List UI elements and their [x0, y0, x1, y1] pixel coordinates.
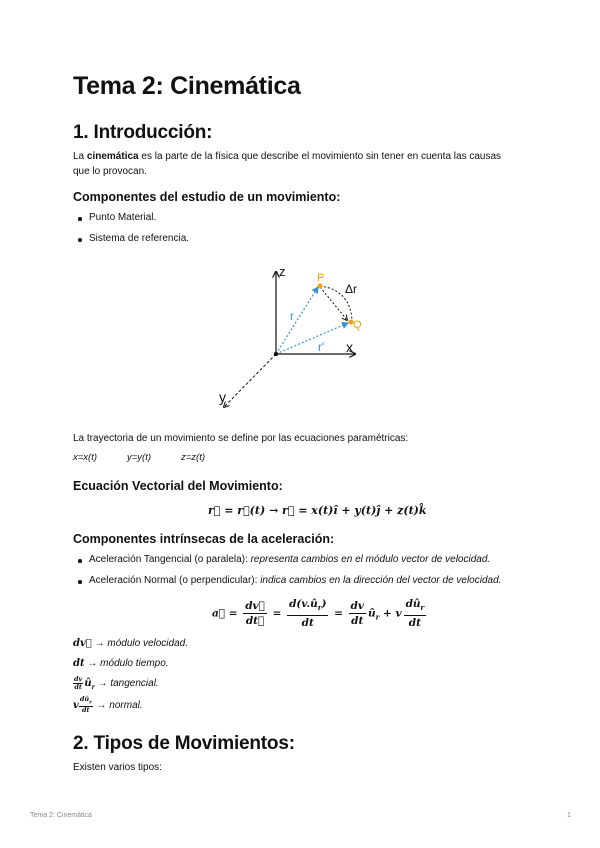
intrinsic-item-1: [89, 554, 490, 565]
deriv-line-4: [73, 696, 143, 714]
deriv-4-text: → normal.: [93, 699, 143, 711]
accel-frac-2-den: dt: [301, 617, 314, 630]
accel-frac-2-num-end: ): [321, 598, 327, 610]
label-q: Q: [353, 319, 362, 331]
accel-frac-3-num: dv: [350, 600, 364, 613]
accel-frac-3: [349, 600, 366, 627]
label-x: x: [346, 339, 353, 355]
deriv-4-pre: v: [73, 699, 79, 711]
label-delta-r: Δr: [345, 282, 358, 296]
accel-lhs: a⃗ =: [212, 607, 238, 620]
vector-delta-r: [320, 287, 347, 320]
section-1-heading: 1. Introducción:: [73, 122, 213, 143]
deriv-line-1: [73, 638, 188, 649]
deriv-4-frac-num-sub: r: [89, 699, 92, 706]
accel-eq-sign-2: =: [334, 607, 343, 620]
y-axis: [224, 354, 276, 407]
deriv-4-frac-num-main: dû: [79, 695, 90, 703]
point-p-marker: [318, 284, 323, 289]
accel-u1: û: [368, 607, 376, 620]
page-title: Tema 2: Cinemática: [73, 72, 301, 100]
intrinsic-item-2-desc: indica cambios en la dirección del vector de velocidad.: [260, 575, 502, 586]
accel-frac-2: [287, 598, 328, 629]
footer-title: Tema 2: Cinemática: [30, 812, 92, 819]
param-eq-x: x=x(t): [73, 452, 98, 463]
accel-frac-4-den: dt: [408, 617, 421, 630]
intro-paragraph: [73, 149, 501, 179]
param-eq-z: z=z(t): [181, 452, 206, 463]
acceleration-equation: [212, 598, 428, 629]
deriv-4-frac-den: dt: [81, 706, 90, 715]
label-p: P: [317, 272, 325, 284]
label-r: r: [290, 309, 294, 323]
components-item-1: Punto Material.: [89, 212, 157, 223]
trajectory-text: La trayectoria de un movimiento se define por las ecuaciones paramétricas:: [73, 433, 409, 444]
components-heading: Componentes del estudio de un movimiento:: [73, 190, 341, 204]
intrinsic-item-2-label: Aceleración Normal (o perpendicular):: [89, 575, 261, 586]
vector-r-prime: [276, 323, 348, 354]
origin-marker: [274, 352, 278, 356]
label-y: y: [219, 389, 226, 405]
section-2-text: Existen varios tipos:: [73, 762, 162, 773]
deriv-line-3: [73, 676, 159, 691]
deriv-3-sub: r: [91, 684, 95, 692]
param-eq-y: y=y(t): [127, 452, 152, 463]
accel-frac-2-num-sub: r: [317, 603, 322, 613]
accel-frac-2-num: [287, 598, 328, 616]
deriv-4-frac: [79, 696, 93, 714]
deriv-3-frac-den: dt: [74, 683, 82, 691]
accel-plus-v: + v: [383, 607, 402, 620]
accel-frac-1-den: dt⃗: [245, 615, 265, 628]
vector-equation: r⃗ = r⃗(t) → r⃗ = x(t)î + y(t)ĵ + z(t)k̂: [208, 504, 427, 517]
vector-eq-heading: Ecuación Vectorial del Movimiento:: [73, 479, 283, 493]
accel-eq-sign-1: =: [272, 607, 282, 620]
intrinsic-heading: Componentes intrínsecas de la aceleración:: [73, 532, 335, 546]
intro-bold-term: cinemática: [86, 151, 139, 162]
label-z: z: [279, 264, 286, 279]
deriv-2-sym: dt: [73, 658, 85, 669]
intro-line-1: es la parte de la física que describe el movimiento sin tener en cuenta las causas: [138, 151, 502, 162]
reference-frame-diagram: [210, 262, 380, 412]
vector-r: [276, 287, 318, 354]
intrinsic-item-1-label: Aceleración Tangencial (o paralela):: [89, 554, 251, 565]
deriv-line-2: [73, 658, 169, 669]
deriv-3-frac: [73, 676, 83, 691]
deriv-1-sym: dv⃗: [73, 638, 92, 649]
deriv-2-text: → módulo tiempo.: [84, 658, 169, 669]
deriv-3-sym: û: [84, 678, 92, 690]
accel-frac-1-num: dv⃗: [245, 600, 265, 613]
accel-frac-4-num-sub: r: [420, 603, 425, 613]
accel-frac-4-num: [404, 598, 427, 616]
accel-frac-4: [404, 598, 427, 629]
label-r-prime: r': [318, 340, 325, 354]
intro-prefix: La: [73, 151, 87, 162]
intrinsic-item-2: [89, 575, 501, 586]
intrinsic-item-1-desc: representa cambios en el módulo vector de velocidad.: [250, 554, 491, 565]
accel-u1-sub: r: [375, 612, 380, 622]
components-item-2: Sistema de referencia.: [89, 233, 190, 244]
deriv-1-text: → módulo velocidad.: [91, 638, 188, 649]
intro-line-2: que lo provocan.: [73, 166, 147, 177]
accel-frac-4-num-main: dû: [405, 598, 421, 610]
accel-frac-2-num-main: d(v.û: [289, 598, 318, 610]
accel-frac-1: [243, 600, 267, 627]
accel-frac-3-den: dt: [351, 615, 364, 628]
footer-page-number: 1: [567, 812, 571, 819]
deriv-3-text: → tangencial.: [94, 678, 159, 690]
section-2-heading: 2. Tipos de Movimientos:: [73, 733, 295, 754]
deriv-3-frac-num: dv: [74, 675, 83, 683]
